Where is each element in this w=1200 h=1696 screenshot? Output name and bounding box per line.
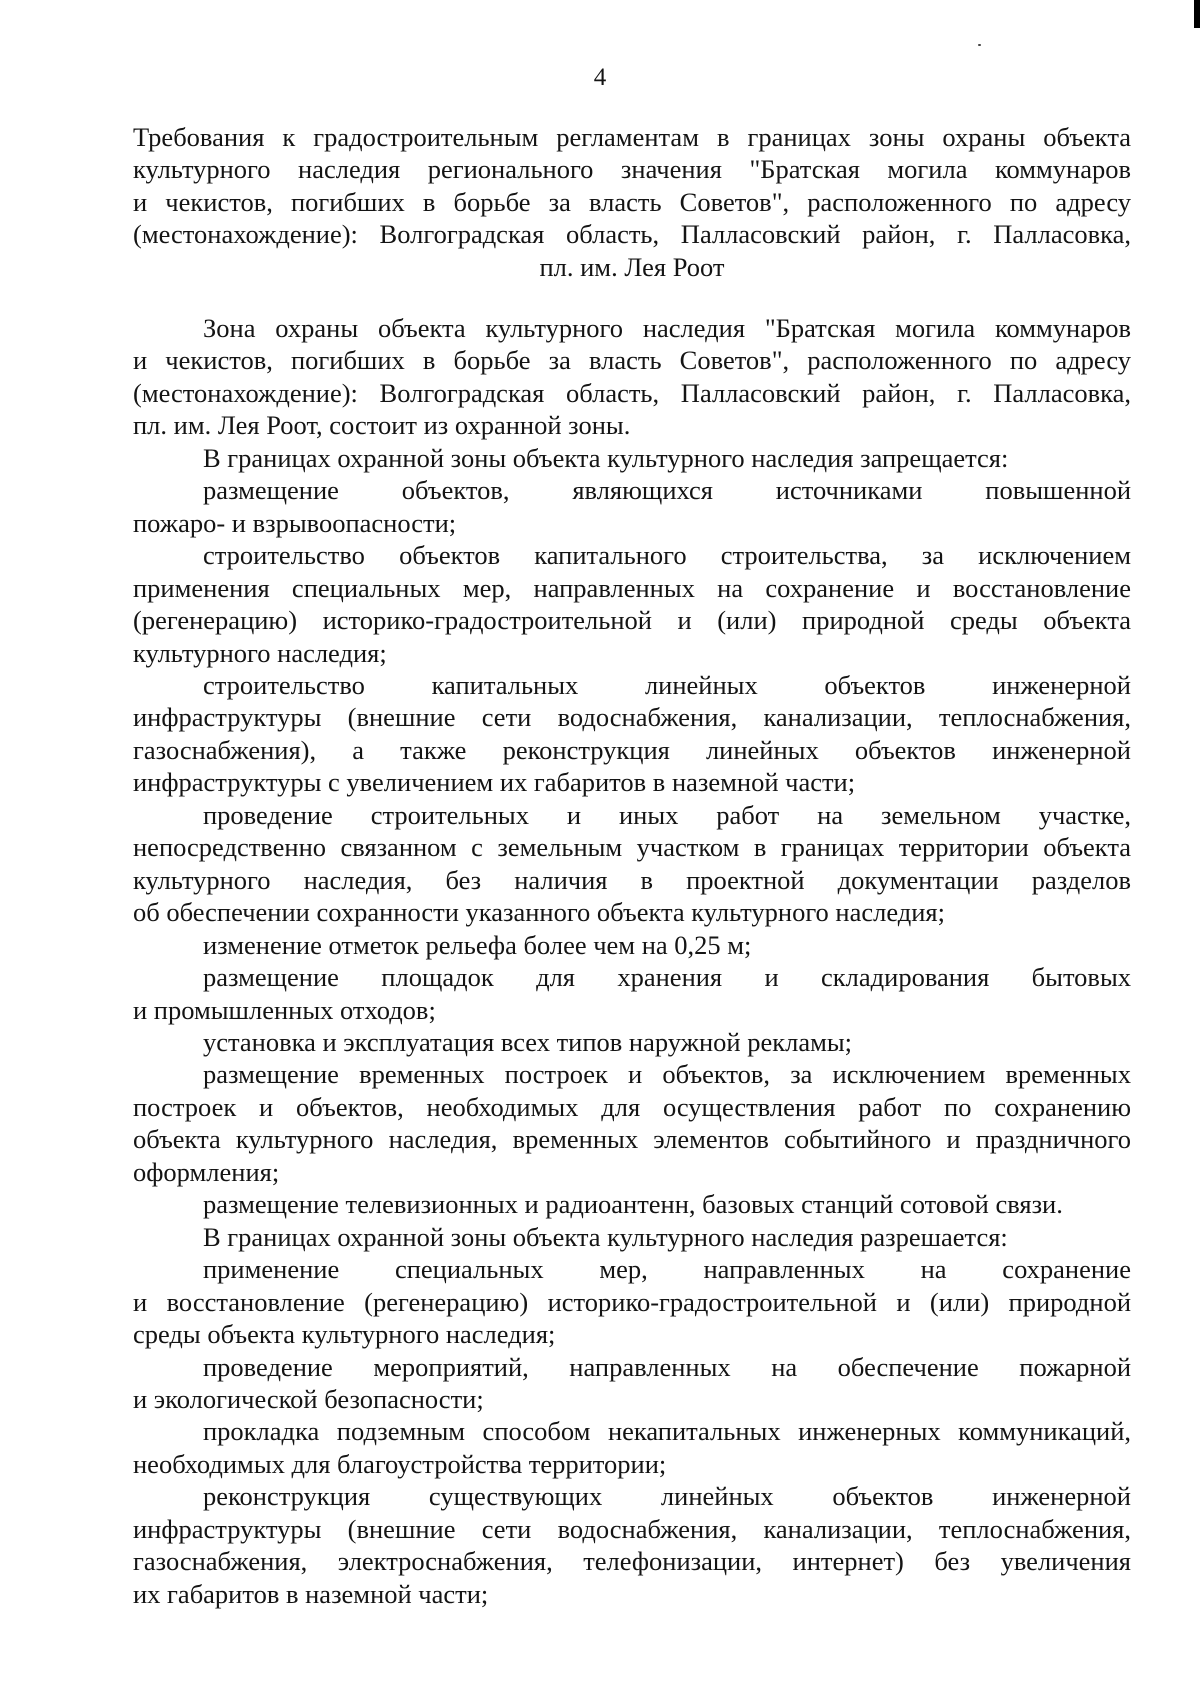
paragraph-line: необходимых для благоустройства территории; (133, 1448, 667, 1479)
paragraph-line: установка и эксплуатация всех типов наружной рекламы; (203, 1026, 853, 1057)
paragraph-line: построек и объектов, необходимых для осуществления работ по сохранению (133, 1091, 1131, 1122)
paragraph-line: применения специальных мер, направленных на сохранение и восстановление (133, 572, 1131, 603)
paragraph-line: культурного наследия, без наличия в проектной документации разделов (133, 864, 1131, 895)
paragraph-line: размещение площадок для хранения и складирования бытовых (203, 962, 1131, 993)
paragraph-line: и восстановление (регенерацию) историко-градостроительной и (или) природной (133, 1286, 1131, 1317)
paragraph-line: строительство капитальных линейных объектов инженерной (203, 669, 1131, 700)
paragraph-line: об обеспечении сохранности указанного объекта культурного наследия; (133, 897, 945, 928)
paragraph (133, 1351, 1131, 1416)
paragraph (133, 929, 1131, 961)
page-number: 4 (593, 64, 607, 91)
paragraph-line: непосредственно связанном с земельным участком в границах территории объекта (133, 832, 1131, 863)
paragraph-line: В границах охранной зоны объекта культурного наследия разрешается: (203, 1221, 1008, 1252)
document-body (133, 312, 1131, 1610)
paragraph-line: объекта культурного наследия, временных элементов событийного и праздничного (133, 1124, 1131, 1155)
scan-speck (978, 44, 981, 46)
paragraph (133, 1026, 1131, 1058)
paragraph-line: инфраструктуры (внешние сети водоснабжения, канализации, теплоснабжения, (133, 702, 1131, 733)
paragraph-line: и промышленных отходов; (133, 994, 436, 1025)
paragraph (133, 539, 1131, 669)
paragraph-line: Зона охраны объекта культурного наследия "Братская могила коммунаров (203, 313, 1131, 343)
heading-line: пл. им. Лея Роот (539, 251, 725, 282)
paragraph-line: размещение временных построек и объектов, за исключением временных (203, 1059, 1131, 1090)
paragraph-line: газоснабжения, электроснабжения, телефонизации, интернет) без увеличения (133, 1546, 1131, 1577)
scan-edge-mark (1194, 0, 1200, 28)
paragraph (133, 442, 1131, 474)
heading-line: Требования к градостроительным регламентам в границах зоны охраны объекта (133, 122, 1131, 152)
heading-line: культурного наследия регионального значения "Братская могила коммунаров (133, 154, 1131, 185)
paragraph-line: строительство объектов капитального строительства, за исключением (203, 540, 1131, 571)
paragraph-line: и экологической безопасности; (133, 1383, 484, 1414)
paragraph-line: среды объекта культурного наследия; (133, 1319, 556, 1350)
paragraph (133, 1058, 1131, 1188)
paragraph (133, 312, 1131, 442)
paragraph (133, 961, 1131, 1026)
paragraph (133, 669, 1131, 799)
paragraph (133, 1480, 1131, 1610)
paragraph (133, 1415, 1131, 1480)
paragraph-line: применение специальных мер, направленных на сохранение (203, 1254, 1131, 1285)
paragraph-line: оформления; (133, 1156, 280, 1187)
paragraph-line: пожаро- и взрывоопасности; (133, 507, 457, 538)
paragraph-line: размещение телевизионных и радиоантенн, базовых станций сотовой связи. (203, 1189, 1063, 1220)
paragraph (133, 1221, 1131, 1253)
paragraph-line: пл. им. Лея Роот, состоит из охранной зоны. (133, 410, 631, 441)
paragraph-line: (регенерацию) историко-градостроительной и (или) природной среды объекта (133, 605, 1131, 636)
document-heading (133, 121, 1131, 283)
paragraph-line: (местонахождение): Волгоградская область, Палласовский район, г. Палласовка, (133, 377, 1131, 408)
paragraph (133, 799, 1131, 929)
paragraph-line: размещение объектов, являющихся источниками повышенной (203, 475, 1131, 506)
paragraph-line: инфраструктуры (внешние сети водоснабжения, канализации, теплоснабжения, (133, 1513, 1131, 1544)
heading-line: (местонахождение): Волгоградская область, Палласовский район, г. Палласовка, (133, 219, 1131, 250)
paragraph-line: инфраструктуры с увеличением их габаритов в наземной части; (133, 767, 856, 798)
paragraph-line: прокладка подземным способом некапитальных инженерных коммуникаций, (203, 1416, 1131, 1447)
paragraph-line: проведение мероприятий, направленных на обеспечение пожарной (203, 1351, 1131, 1382)
paragraph-line: реконструкция существующих линейных объектов инженерной (203, 1481, 1131, 1512)
paragraph (133, 474, 1131, 539)
paragraph-line: В границах охранной зоны объекта культурного наследия запрещается: (203, 442, 1009, 473)
paragraph-line: культурного наследия; (133, 637, 387, 668)
paragraph-line: проведение строительных и иных работ на земельном участке, (203, 799, 1131, 830)
paragraph-line: и чекистов, погибших в борьбе за власть Советов", расположенного по адресу (133, 345, 1131, 376)
paragraph-line: их габаритов в наземной части; (133, 1578, 489, 1609)
paragraph (133, 1188, 1131, 1220)
paragraph-line: газоснабжения), а также реконструкция линейных объектов инженерной (133, 734, 1131, 765)
heading-line: и чекистов, погибших в борьбе за власть Советов", расположенного по адресу (133, 186, 1131, 217)
paragraph (133, 1253, 1131, 1350)
paragraph-line: изменение отметок рельефа более чем на 0,25 м; (203, 929, 752, 960)
